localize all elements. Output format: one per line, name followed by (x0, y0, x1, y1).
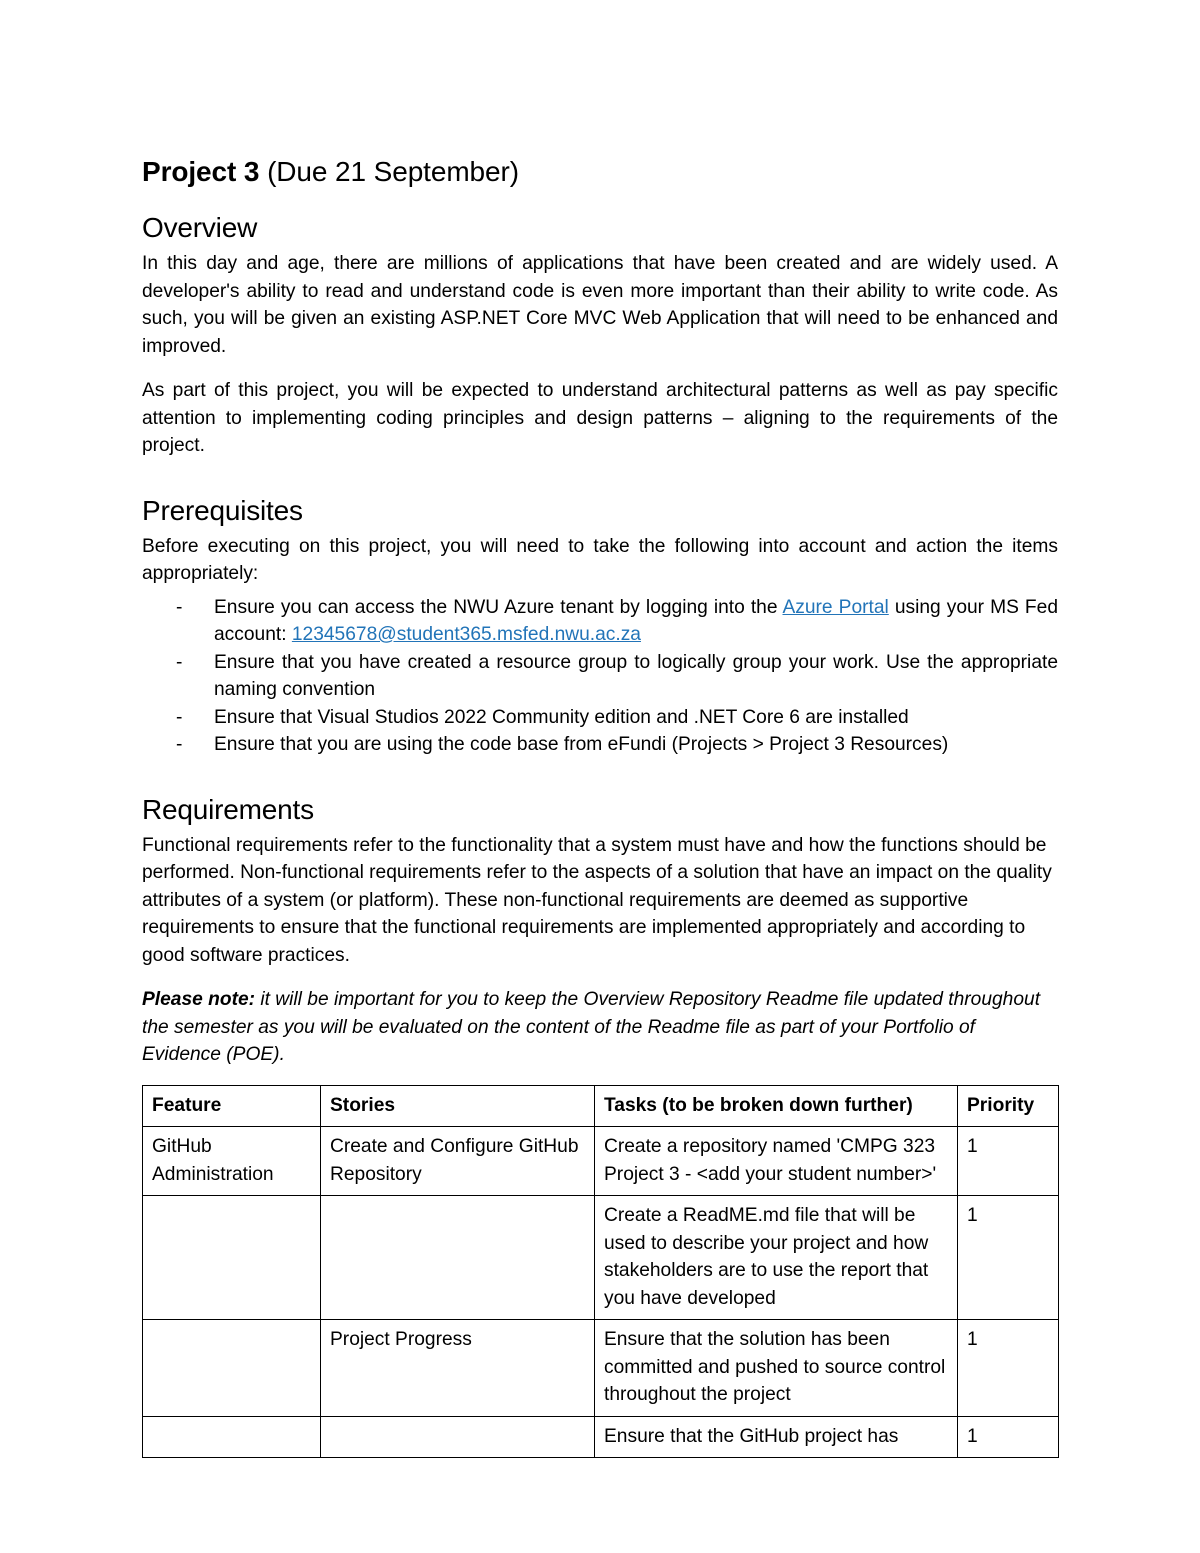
list-item (142, 649, 1058, 704)
cell-priority: 1 (958, 1196, 1059, 1320)
cell-feature: GitHub Administration (143, 1127, 321, 1196)
table-header-stories: Stories (321, 1085, 595, 1127)
list-item-text: Ensure that you are using the code base from eFundi (Projects > Project 3 Resources) (214, 734, 949, 755)
list-item (142, 594, 1058, 649)
note-label: Please note: (142, 989, 256, 1010)
dash-bullet-icon: - (176, 651, 183, 673)
table-header-row (143, 1085, 1059, 1127)
list-item (142, 731, 1058, 759)
section-heading-prerequisites: Prerequisites (142, 494, 303, 526)
requirements-note (142, 986, 1058, 1069)
cell-stories: Project Progress (321, 1320, 595, 1417)
page-title (142, 155, 1058, 189)
cell-tasks: Create a repository named 'CMPG 323 Project 3 - <add your student number>' (595, 1127, 958, 1196)
table-row (143, 1196, 1059, 1320)
table-row (143, 1416, 1059, 1458)
dash-bullet-icon: - (176, 706, 183, 728)
cell-stories (321, 1196, 595, 1320)
cell-priority: 1 (958, 1127, 1059, 1196)
ms-fed-email-link[interactable]: 12345678@student365.msfed.nwu.ac.za (291, 624, 641, 645)
table-header-feature: Feature (143, 1085, 321, 1127)
prerequisites-intro: Before executing on this project, you will need to take the following into account and action the items appropriately: (142, 535, 1058, 584)
cell-tasks: Create a ReadME.md file that will be used to describe your project and how stakeholders are to use the report that you have developed (595, 1196, 958, 1320)
cell-feature (143, 1416, 321, 1458)
prerequisites-list (142, 594, 1058, 759)
overview-paragraph-2: As part of this project, you will be expected to understand architectural patterns as well as pay specific attention to implementing coding principles and design patterns – aligning to the requirements of the project. (142, 380, 1058, 456)
section-heading-overview: Overview (142, 212, 258, 243)
cell-priority: 1 (958, 1416, 1059, 1458)
requirements-table (142, 1085, 1059, 1459)
document-body (142, 155, 1058, 1458)
list-item-text: Ensure that Visual Studios 2022 Community edition and .NET Core 6 are installed (214, 706, 909, 728)
azure-portal-link[interactable]: Azure Portal (782, 596, 889, 618)
cell-priority: 1 (958, 1320, 1059, 1417)
cell-feature (143, 1196, 321, 1320)
list-item-text-before: Ensure you can access the NWU Azure tenant by logging into the (214, 596, 783, 618)
note-text: it will be important for you to keep the Overview Repository Readme file updated throughout the semester as you will be evaluated on the content of the Readme file as part of your Portfolio of Evidence (POE). (142, 989, 1041, 1065)
cell-tasks: Ensure that the solution has been committed and pushed to source control throughout the project (595, 1320, 958, 1417)
table-row (143, 1127, 1059, 1196)
list-item-text: Ensure that you have created a resource group to logically group your work. Use the appropriate naming convention (214, 651, 1058, 700)
table-header-tasks: Tasks (to be broken down further) (595, 1085, 958, 1127)
dash-bullet-icon: - (176, 734, 183, 755)
page-title-bold: Project 3 (142, 156, 260, 187)
list-item-text-middle: using your MS Fed account: (214, 596, 1058, 645)
requirements-paragraph-1: Functional requirements refer to the functionality that a system must have and how the functions should be performed. Non-functional requirements refer to the aspects of a solution that have an impact on the quality attributes of a system (or platform). These non-functional requirements are deemed as supportive requirements to ensure that the functional requirements are implemented appropriately and according to good software practices. (142, 834, 1052, 966)
cell-stories (321, 1416, 595, 1458)
cell-stories: Create and Configure GitHub Repository (321, 1127, 595, 1196)
table-header-priority: Priority (958, 1085, 1059, 1127)
table-row (143, 1320, 1059, 1417)
dash-bullet-icon: - (176, 596, 183, 618)
list-item (142, 704, 1058, 732)
cell-feature (143, 1320, 321, 1417)
section-heading-requirements: Requirements (142, 793, 314, 825)
cell-tasks: Ensure that the GitHub project has (595, 1416, 958, 1458)
overview-paragraph-1: In this day and age, there are millions of applications that have been created and are widely used. A developer's ability to read and understand code is even more important than their ability to write code. As such, you will be given an existing ASP.NET Core MVC Web Application that will need to be enhanced and improved. (142, 253, 1058, 357)
page-title-rest: (Due 21 September) (259, 156, 519, 187)
